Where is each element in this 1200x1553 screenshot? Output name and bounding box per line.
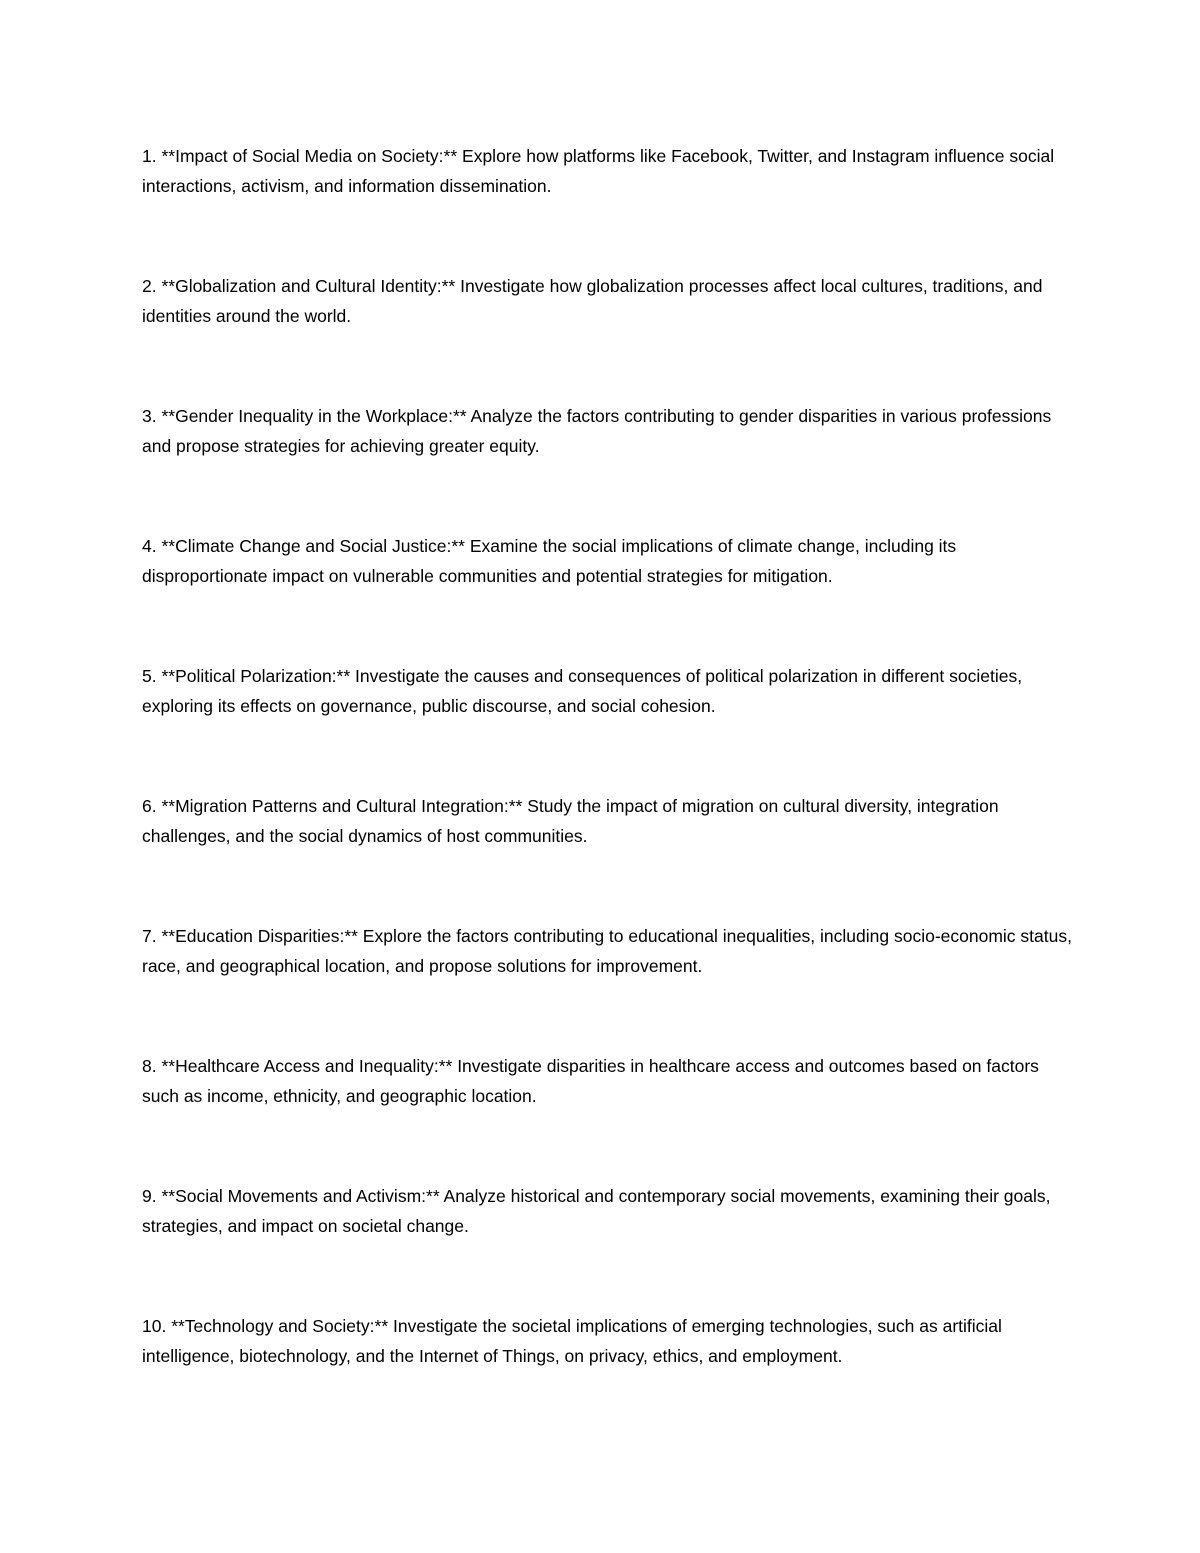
list-item: 8. **Healthcare Access and Inequality:** Investigate disparities in healthcare access and outcomes based on factors such as income, ethnicity, and geographic location. <box>142 1056 1039 1106</box>
list-item: 6. **Migration Patterns and Cultural Integration:** Study the impact of migration on cultural diversity, integration challenges, and the social dynamics of host communities. <box>142 796 999 846</box>
list-item: 4. **Climate Change and Social Justice:** Examine the social implications of climate change, including its disproportionate impact on vulnerable communities and potential strategies for mitigation. <box>142 536 957 586</box>
list-item: 5. **Political Polarization:** Investigate the causes and consequences of political polarization in different societies, exploring its effects on governance, public discourse, and social cohesion. <box>142 666 1023 716</box>
list-item: 10. **Technology and Society:** Investigate the societal implications of emerging technologies, such as artificial intelligence, biotechnology, and the Internet of Things, on privacy, ethics, and employment. <box>142 1316 1002 1366</box>
list-item: 2. **Globalization and Cultural Identity:** Investigate how globalization processes affect local cultures, traditions, and identities around the world. <box>142 276 1043 326</box>
list-item: 1. **Impact of Social Media on Society:** Explore how platforms like Facebook, Twitter, and Instagram influence social interactions, activism, and information dissemination. <box>142 146 1055 196</box>
list-item: 9. **Social Movements and Activism:** Analyze historical and contemporary social movements, examining their goals, strategies, and impact on societal change. <box>142 1186 1051 1236</box>
list-item: 7. **Education Disparities:** Explore the factors contributing to educational inequalities, including socio-economic status, race, and geographical location, and propose solutions for improvement. <box>142 926 1072 976</box>
list-item: 3. **Gender Inequality in the Workplace:** Analyze the factors contributing to gender disparities in various professions and propose strategies for achieving greater equity. <box>142 406 1052 456</box>
